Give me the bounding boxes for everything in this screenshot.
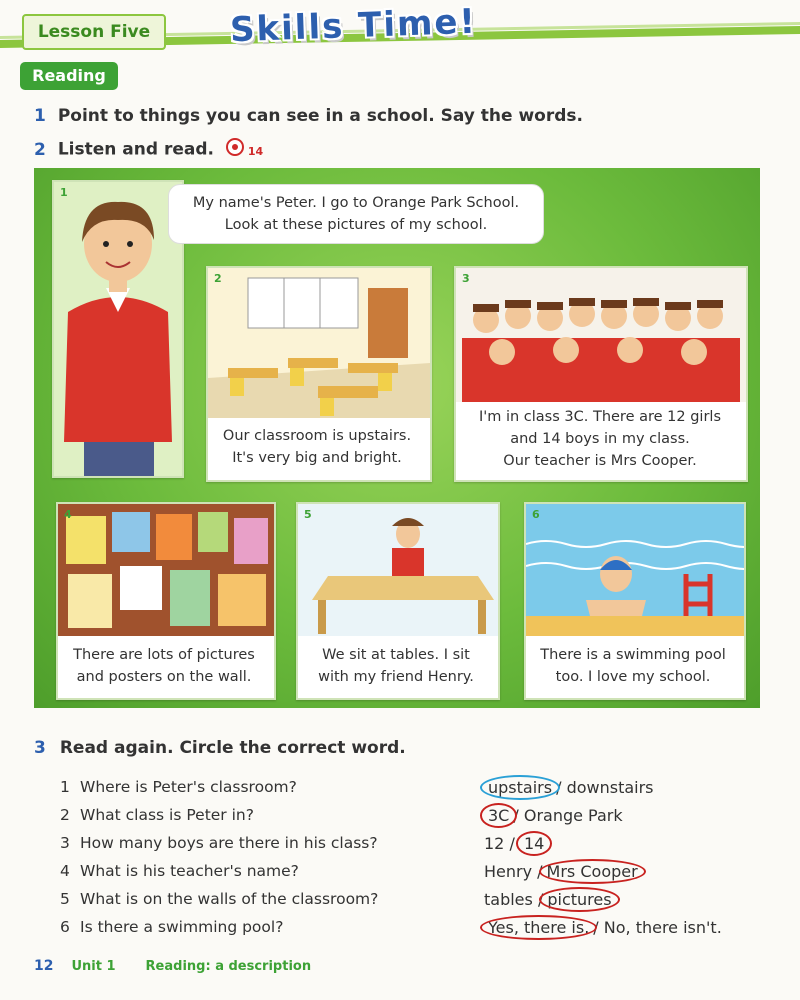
question-text: How many boys are there in his class? (80, 834, 378, 852)
caption-line: Our teacher is Mrs Cooper. (503, 453, 697, 469)
frame-6 (524, 502, 746, 700)
frame-4 (56, 502, 276, 700)
frame-caption (214, 420, 420, 474)
frame-number: 3 (462, 272, 470, 285)
question-text: What is his teacher's name? (80, 862, 299, 880)
answer-separator: / (593, 918, 599, 937)
page-footer (34, 958, 311, 974)
lesson-label: Lesson Five (22, 14, 166, 50)
answer-row (484, 806, 623, 825)
caption-line: There are lots of pictures (73, 647, 255, 663)
frame-number: 6 (532, 508, 540, 521)
page-number: 12 (34, 958, 54, 974)
frame-caption (462, 404, 738, 474)
frame-number: 2 (214, 272, 222, 285)
speech-bubble (168, 184, 544, 244)
answer-option[interactable]: Henry (484, 862, 533, 881)
frame-number: 5 (304, 508, 312, 521)
caption-line: Our classroom is upstairs. (222, 428, 412, 444)
answer-option-circled[interactable]: upstairs (484, 778, 556, 797)
bubble-line: Look at these pictures of my school. (224, 217, 488, 233)
caption-line: with my friend Henry. (318, 669, 474, 685)
frame-3 (454, 266, 748, 482)
frame-caption (304, 640, 488, 692)
question-text: What class is Peter in? (80, 806, 254, 824)
question-row (60, 862, 299, 890)
answer-option-circled[interactable]: Mrs Cooper (543, 862, 642, 881)
answer-option-circled[interactable]: 3C (484, 806, 513, 825)
question-row (60, 778, 297, 806)
question-row (60, 834, 378, 862)
instruction-1 (34, 106, 583, 126)
answer-row (484, 778, 654, 797)
section-tag: Reading (20, 62, 118, 90)
question-number: 6 (60, 918, 70, 936)
instruction-number: 1 (34, 106, 46, 126)
answer-row (484, 862, 642, 881)
instruction-number: 2 (34, 139, 46, 160)
instruction-text: Point to things you can see in a school. Say the words. (57, 106, 583, 126)
answer-option[interactable]: downstairs (566, 778, 654, 797)
frame-number: 1 (60, 186, 68, 199)
answer-row (484, 834, 548, 853)
caption-line: There is a swimming pool (540, 647, 726, 663)
table-illustration (298, 504, 498, 636)
footer-description: Reading: a description (145, 959, 312, 974)
frame-caption (532, 640, 734, 692)
question-number: 4 (60, 862, 70, 880)
unit-label: Unit 1 (71, 959, 116, 974)
question-row (60, 918, 283, 946)
exercise-text: Read again. Circle the correct word. (59, 738, 406, 758)
answer-separator: / (537, 862, 543, 881)
question-number: 3 (60, 834, 70, 852)
caption-line: I'm in class 3C. There are 12 girls (478, 409, 722, 425)
caption-line: It's very big and bright. (232, 450, 402, 466)
answer-option[interactable]: 12 (484, 834, 505, 853)
instruction-2 (34, 138, 263, 161)
pool-illustration (526, 504, 744, 636)
caption-line: too. I love my school. (555, 669, 711, 685)
question-number: 5 (60, 890, 70, 908)
answer-separator: / (513, 806, 519, 825)
frame-5 (296, 502, 500, 700)
caption-line: We sit at tables. I sit (322, 647, 470, 663)
caption-line: and 14 boys in my class. (510, 431, 690, 447)
class-illustration (456, 268, 746, 402)
bubble-line: My name's Peter. I go to Orange Park School. (192, 195, 520, 211)
classroom-illustration (208, 268, 430, 418)
frame-number: 4 (64, 508, 72, 521)
answer-row (484, 890, 616, 909)
caption-line: and posters on the wall. (76, 669, 252, 685)
answer-option[interactable]: Orange Park (523, 806, 623, 825)
page-title: Skills Time! (229, 1, 478, 51)
peter-illustration (54, 182, 182, 476)
frame-1 (52, 180, 184, 478)
instruction-text: Listen and read. (57, 139, 214, 160)
exercise-3-title (34, 738, 406, 758)
frame-2 (206, 266, 432, 482)
question-row (60, 806, 254, 834)
exercise-number: 3 (34, 738, 46, 758)
answer-option-circled[interactable]: 14 (520, 834, 548, 853)
answer-row (484, 918, 722, 937)
answer-option[interactable]: No, there isn't. (603, 918, 722, 937)
answer-option-circled[interactable]: pictures (543, 890, 615, 909)
question-text: What is on the walls of the classroom? (80, 890, 379, 908)
answer-option[interactable]: tables (484, 890, 533, 909)
answer-separator: / (556, 778, 562, 797)
audio-cd-icon[interactable] (226, 138, 244, 161)
answer-separator: / (537, 890, 544, 909)
answer-option-circled[interactable]: Yes, there is. (484, 918, 593, 937)
question-number: 2 (60, 806, 70, 824)
question-number: 1 (60, 778, 70, 796)
question-text: Is there a swimming pool? (80, 918, 284, 936)
answer-separator: / (509, 834, 515, 853)
frame-caption (64, 640, 264, 692)
posters-illustration (58, 504, 274, 636)
question-row (60, 890, 378, 918)
track-number: 14 (247, 144, 264, 158)
question-text: Where is Peter's classroom? (80, 778, 297, 796)
